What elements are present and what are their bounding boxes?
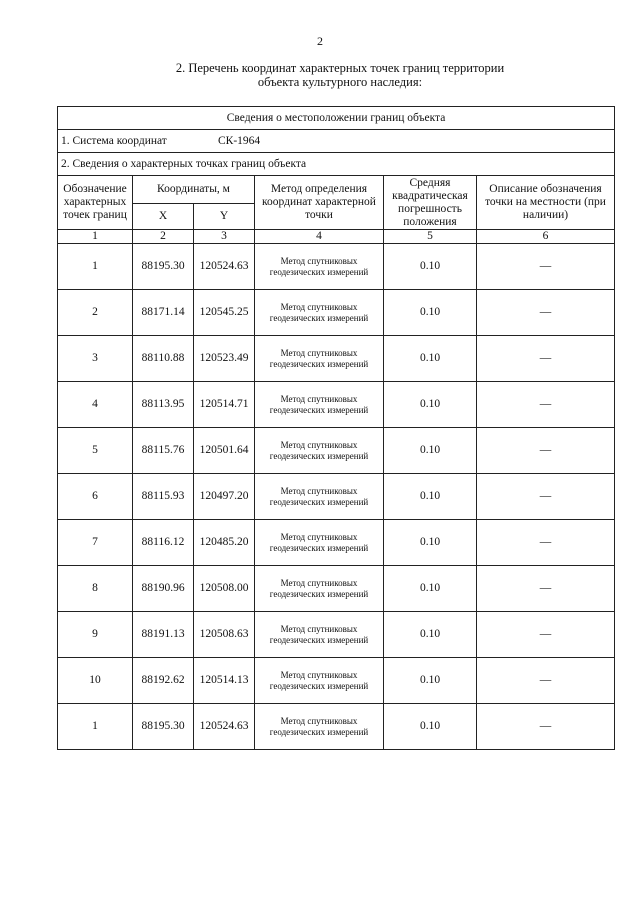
y-coordinate-cell: 120514.71 <box>194 382 255 428</box>
coordinate-system-row <box>58 130 615 153</box>
header-x: X <box>133 204 194 230</box>
method-cell: Метод спутниковых геодезических измерений <box>255 290 384 336</box>
table-row <box>58 290 615 336</box>
error-cell: 0.10 <box>384 290 477 336</box>
coordinate-system-label: 1. Система координат <box>61 134 167 147</box>
method-cell: Метод спутниковых геодезических измерений <box>255 428 384 474</box>
method-cell: Метод спутниковых геодезических измерений <box>255 474 384 520</box>
error-cell: 0.10 <box>384 244 477 290</box>
point-cell: 2 <box>58 290 133 336</box>
error-cell: 0.10 <box>384 382 477 428</box>
method-cell: Метод спутниковых геодезических измерений <box>255 612 384 658</box>
header-method: Метод определения координат характерной точки <box>255 176 384 230</box>
header-y: Y <box>194 204 255 230</box>
method-cell: Метод спутниковых геодезических измерений <box>255 244 384 290</box>
error-cell: 0.10 <box>384 474 477 520</box>
table-row <box>58 428 615 474</box>
method-cell: Метод спутниковых геодезических измерений <box>255 382 384 428</box>
x-coordinate-cell: 88116.12 <box>133 520 194 566</box>
x-coordinate-cell: 88171.14 <box>133 290 194 336</box>
heading-line-2: объекта культурного наследия: <box>257 75 423 89</box>
column-number: 5 <box>384 230 477 244</box>
error-cell: 0.10 <box>384 428 477 474</box>
header-coordinates: Координаты, м <box>133 176 255 204</box>
method-cell: Метод спутниковых геодезических измерений <box>255 704 384 750</box>
x-coordinate-cell: 88190.96 <box>133 566 194 612</box>
y-coordinate-cell: 120523.49 <box>194 336 255 382</box>
table-row <box>58 612 615 658</box>
description-cell: — <box>477 474 615 520</box>
x-coordinate-cell: 88115.76 <box>133 428 194 474</box>
header-error: Средняя квадратическая погрешность положения <box>384 176 477 230</box>
table-row <box>58 704 615 750</box>
method-cell: Метод спутниковых геодезических измерений <box>255 336 384 382</box>
y-coordinate-cell: 120501.64 <box>194 428 255 474</box>
description-cell: — <box>477 336 615 382</box>
error-cell: 0.10 <box>384 520 477 566</box>
table-row <box>58 520 615 566</box>
description-cell: — <box>477 704 615 750</box>
table-row <box>58 382 615 428</box>
description-cell: — <box>477 290 615 336</box>
error-cell: 0.10 <box>384 566 477 612</box>
point-cell: 1 <box>58 704 133 750</box>
point-cell: 9 <box>58 612 133 658</box>
y-coordinate-cell: 120508.63 <box>194 612 255 658</box>
point-cell: 5 <box>58 428 133 474</box>
x-coordinate-cell: 88113.95 <box>133 382 194 428</box>
y-coordinate-cell: 120514.13 <box>194 658 255 704</box>
coordinates-table <box>57 106 615 750</box>
point-cell: 10 <box>58 658 133 704</box>
point-cell: 7 <box>58 520 133 566</box>
section-label: 2. Сведения о характерных точках границ объекта <box>58 153 615 176</box>
y-coordinate-cell: 120524.63 <box>194 244 255 290</box>
error-cell: 0.10 <box>384 658 477 704</box>
point-cell: 1 <box>58 244 133 290</box>
description-cell: — <box>477 520 615 566</box>
table-row <box>58 474 615 520</box>
table-row <box>58 658 615 704</box>
column-numbers-row <box>58 230 615 244</box>
y-coordinate-cell: 120508.00 <box>194 566 255 612</box>
point-cell: 4 <box>58 382 133 428</box>
error-cell: 0.10 <box>384 336 477 382</box>
column-number: 1 <box>58 230 133 244</box>
method-cell: Метод спутниковых геодезических измерений <box>255 658 384 704</box>
x-coordinate-cell: 88115.93 <box>133 474 194 520</box>
method-cell: Метод спутниковых геодезических измерений <box>255 520 384 566</box>
column-number: 2 <box>133 230 194 244</box>
method-cell: Метод спутниковых геодезических измерений <box>255 566 384 612</box>
description-cell: — <box>477 382 615 428</box>
y-coordinate-cell: 120524.63 <box>194 704 255 750</box>
x-coordinate-cell: 88195.30 <box>133 704 194 750</box>
heading-line-1: 2. Перечень координат характерных точек границ территории <box>175 61 505 75</box>
table-row <box>58 566 615 612</box>
y-coordinate-cell: 120545.25 <box>194 290 255 336</box>
column-number: 4 <box>255 230 384 244</box>
point-cell: 3 <box>58 336 133 382</box>
point-cell: 6 <box>58 474 133 520</box>
coordinate-system-value: СК-1964 <box>218 134 261 147</box>
y-coordinate-cell: 120497.20 <box>194 474 255 520</box>
description-cell: — <box>477 612 615 658</box>
description-cell: — <box>477 566 615 612</box>
x-coordinate-cell: 88195.30 <box>133 244 194 290</box>
x-coordinate-cell: 88192.62 <box>133 658 194 704</box>
header-description: Описание обозначения точки на местности (при наличии) <box>477 176 615 230</box>
point-cell: 8 <box>58 566 133 612</box>
error-cell: 0.10 <box>384 612 477 658</box>
column-number: 3 <box>194 230 255 244</box>
page-heading <box>120 61 560 89</box>
page-number: 2 <box>317 34 323 48</box>
header-point: Обозначение характерных точек границ <box>58 176 133 230</box>
column-number: 6 <box>477 230 615 244</box>
y-coordinate-cell: 120485.20 <box>194 520 255 566</box>
table-title: Сведения о местоположении границ объекта <box>58 107 615 130</box>
table-row <box>58 244 615 290</box>
description-cell: — <box>477 244 615 290</box>
x-coordinate-cell: 88191.13 <box>133 612 194 658</box>
table-row <box>58 336 615 382</box>
description-cell: — <box>477 428 615 474</box>
description-cell: — <box>477 658 615 704</box>
x-coordinate-cell: 88110.88 <box>133 336 194 382</box>
error-cell: 0.10 <box>384 704 477 750</box>
